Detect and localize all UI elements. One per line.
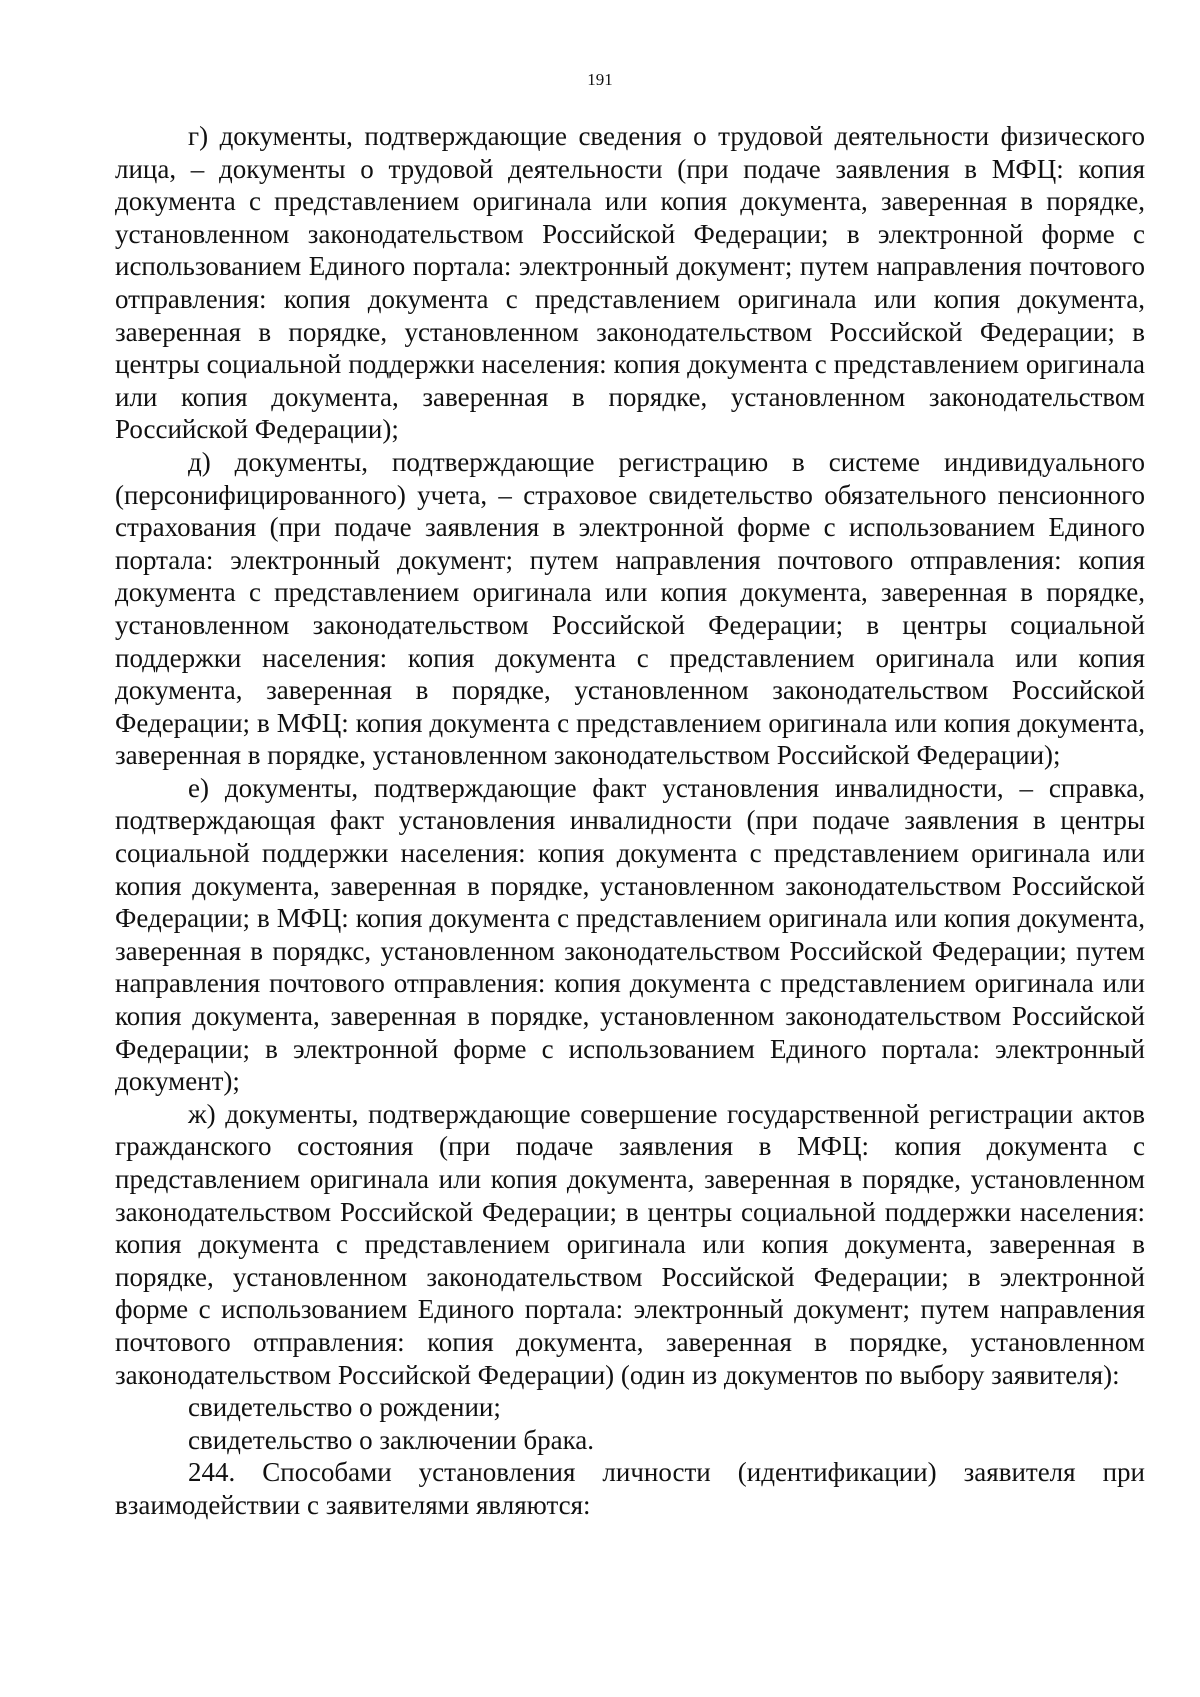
document-body: [115, 120, 1145, 1522]
paragraph-d-pension-registration: д) документы, подтверждающие регистрацию в системе индивидуального (персонифицированного) учета, – страховое свидетельство обязательного пенсионного страхования (при подаче заявления в электронной форме с использованием Единого портала: электронный документ; путем направления почтового отправления: копия документа с представлением оригинала или копия документа, заверенная в порядке, установленном законодательством Российской Федерации; в центры социальной поддержки населения: копия документа с представлением оригинала или копия документа, заверенная в порядке, установленном законодательством Российской Федерации; в МФЦ: копия документа с представлением оригинала или копия документа, заверенная в порядке, установленном законодательством Российской Федерации);: [115, 446, 1145, 771]
paragraph-244-identification: 244. Способами установления личности (идентификации) заявителя при взаимодействии с заявителями являются:: [115, 1457, 1145, 1520]
paragraph-g-employment-documents: г) документы, подтверждающие сведения о трудовой деятельности физического лица, – документы о трудовой деятельности (при подаче заявления в МФЦ: копия документа с представлением оригинала или копия документа, заверенная в порядке, установленном законодательством Российской Федерации; в электронной форме с использованием Единого портала: электронный документ; путем направления почтового отправления: копия документа с представлением оригинала или копия документа, заверенная в порядке, установленном законодательством Российской Федерации; в центры социальной поддержки населения: копия документа с представлением оригинала или копия документа, заверенная в порядке, установленном законодательством Российской Федерации);: [115, 121, 1145, 445]
page-number: 191: [587, 70, 613, 89]
paragraph-e-disability-documents: е) документы, подтверждающие факт установления инвалидности, – справка, подтверждающая факт установления инвалидности (при подаче заявления в центры социальной поддержки населения: копия документа с представлением оригинала или копия документа, заверенная в порядке, установленном законодательством Российской Федерации; в МФЦ: копия документа с представлением оригинала или копия документа, заверенная в порядкс, установленном законодательством Российской Федерации; путем направления почтового отправления: копия документа с представлением оригинала или копия документа, заверенная в порядке, установленном законодательством Российской Федерации; в электронной форме с использованием Единого портала: электронный документ);: [115, 772, 1145, 1097]
paragraph-zh-civil-registration: ж) документы, подтверждающие совершение государственной регистрации актов гражданского состояния (при подаче заявления в МФЦ: копия документа с представлением оригинала или копия документа, заверенная в порядке, установленном законодательством Российской Федерации; в центры социальной поддержки населения: копия документа с представлением оригинала или копия документа, заверенная в порядке, установленном законодательством Российской Федерации; в электронной форме с использованием Единого портала: электронный документ; путем направления почтового отправления: копия документа, заверенная в порядке, установленном законодательством Российской Федерации) (один из документов по выбору заявителя):: [115, 1098, 1145, 1390]
list-item-marriage-certificate: свидетельство о заключении брака.: [188, 1424, 595, 1455]
list-item-birth-certificate: свидетельство о рождении;: [188, 1392, 501, 1423]
